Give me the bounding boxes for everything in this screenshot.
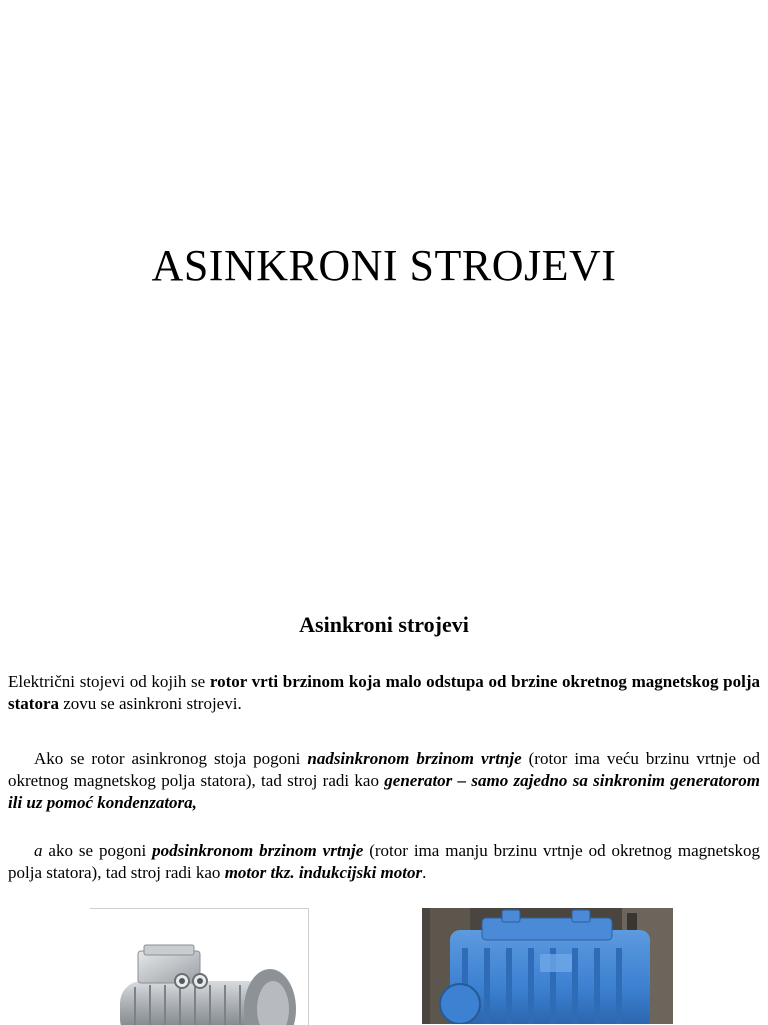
text-run: (rotor ima manju brzinu vrtnje od okretnog magnetskog polja statora), tad stroj radi kao bbox=[8, 841, 760, 882]
paragraph-motor bbox=[8, 840, 760, 884]
text-run: zovu se asinkroni strojevi. bbox=[58, 694, 242, 713]
text-run: . bbox=[422, 863, 427, 882]
page-title: ASINKRONI STROJEVI bbox=[151, 241, 617, 290]
text-run: ako se pogoni bbox=[42, 841, 153, 860]
text-run: Ako se rotor asinkronog stoja pogoni bbox=[34, 749, 308, 768]
bold-italic-run: generator – samo zajedno sa sinkronim generatorom ili uz pomoć kondenzatora bbox=[8, 771, 760, 812]
industrial-motor-illustration bbox=[422, 908, 673, 1024]
motor-illustration bbox=[90, 909, 308, 1025]
paragraph-definition bbox=[8, 671, 760, 715]
bold-italic-run: nadsinkronom brzinom vrtnje bbox=[307, 749, 522, 768]
paragraph-generator bbox=[8, 748, 760, 814]
italic-run: a bbox=[34, 841, 43, 860]
bold-run: rotor vrti brzinom koja malo odstupa od brzine okretnog magnetskog polja statora bbox=[8, 672, 760, 713]
text-run: , bbox=[192, 793, 197, 812]
text-run: Električni stojevi od kojih se bbox=[8, 672, 210, 691]
bold-italic-run: podsinkronom brzinom vrtnje bbox=[152, 841, 364, 860]
section-heading: Asinkroni strojevi bbox=[299, 612, 469, 637]
bold-italic-run: motor tkz. indukcijski motor bbox=[224, 863, 423, 882]
text-run: (rotor ima veću brzinu vrtnje od okretnog magnetskog polja statora), tad stroj radi kao bbox=[8, 749, 761, 790]
motor-photo-small bbox=[90, 908, 309, 1025]
motor-photo-large bbox=[422, 908, 673, 1024]
